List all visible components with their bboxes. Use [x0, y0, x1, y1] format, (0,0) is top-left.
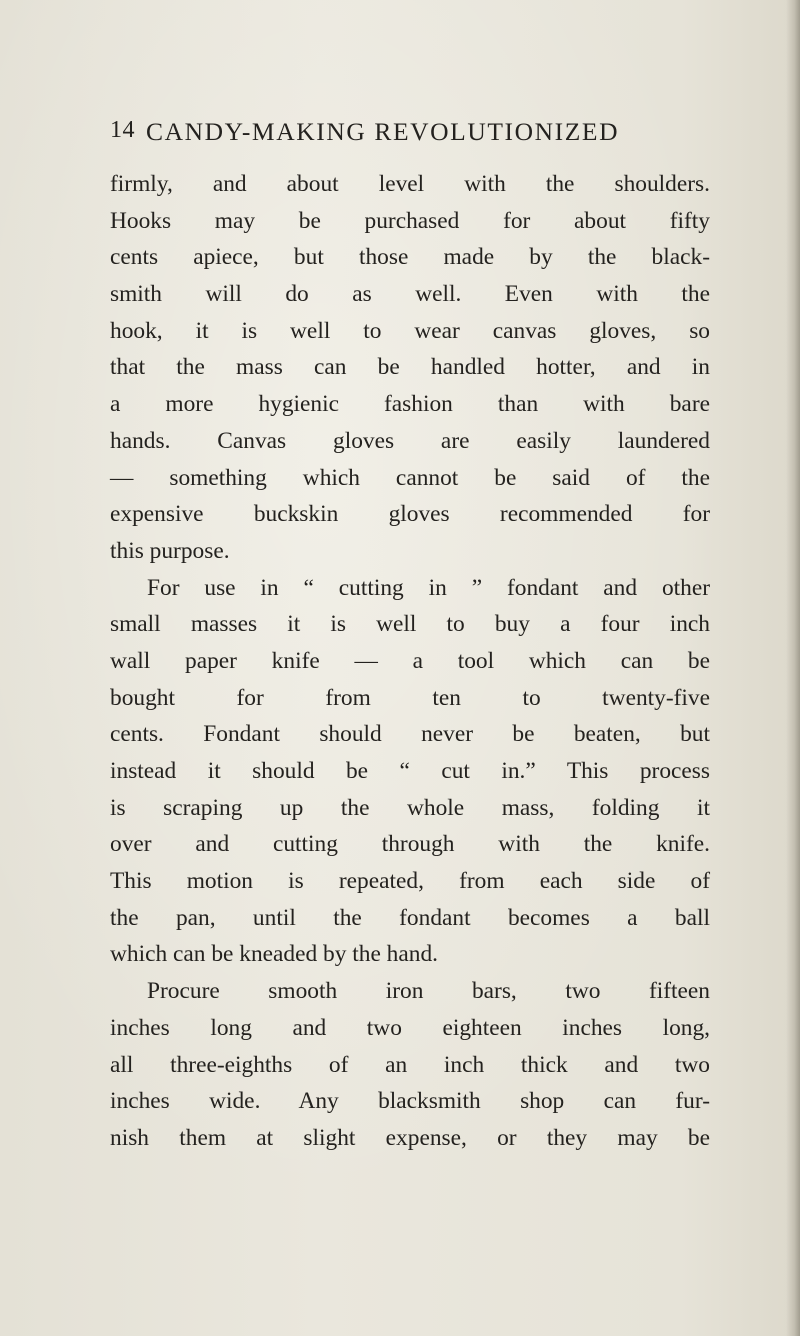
text-line: inches wide. Any blacksmith shop can fur- [110, 1088, 710, 1115]
text-line: firmly, and about level with the shoulders. [110, 171, 710, 197]
text-line: smith will do as well. Even with the [110, 281, 710, 308]
text-line: inches long and two eighteen inches long, [110, 1014, 710, 1041]
text-line: — something which cannot be said of the [110, 464, 710, 491]
text-line: instead it should be “ cut in.” This process [110, 758, 710, 784]
text-line: hook, it is well to wear canvas gloves, so [110, 317, 710, 344]
text-line: this purpose. [110, 537, 230, 564]
page-number: 14 [110, 117, 135, 143]
text-line: cents. Fondant should never be beaten, but [110, 721, 710, 748]
page-edge-shadow [786, 0, 800, 1336]
text-line: small masses it is well to buy a four inch [110, 611, 710, 638]
text-line: which can be kneaded by the hand. [110, 941, 438, 968]
text-line: This motion is repeated, from each side of [110, 868, 710, 895]
text-line: that the mass can be handled hotter, and in [110, 354, 710, 381]
text-line: bought for from ten to twenty-five [110, 684, 710, 711]
paragraph-start-line: Procure smooth iron bars, two fifteen [147, 978, 710, 1005]
text-line: a more hygienic fashion than with bare [110, 391, 710, 418]
text-line: wall paper knife — a tool which can be [110, 647, 710, 674]
body-text [110, 166, 710, 1157]
page-header [110, 117, 710, 157]
running-title: CANDY-MAKING REVOLUTIONIZED [146, 117, 620, 146]
text-line: nish them at slight expense, or they may be [110, 1124, 710, 1151]
text-line: cents apiece, but those made by the black- [110, 244, 710, 271]
text-line: Hooks may be purchased for about fifty [110, 207, 710, 234]
text-line: expensive buckskin gloves recommended for [110, 501, 710, 528]
text-line: the pan, until the fondant becomes a ball [110, 904, 710, 931]
text-line: over and cutting through with the knife. [110, 831, 710, 858]
paragraph-start-line: For use in “ cutting in ” fondant and other [147, 574, 710, 601]
text-line: hands. Canvas gloves are easily laundered [110, 427, 710, 454]
text-line: all three-eighths of an inch thick and two [110, 1051, 710, 1078]
text-line: is scraping up the whole mass, folding it [110, 794, 710, 821]
